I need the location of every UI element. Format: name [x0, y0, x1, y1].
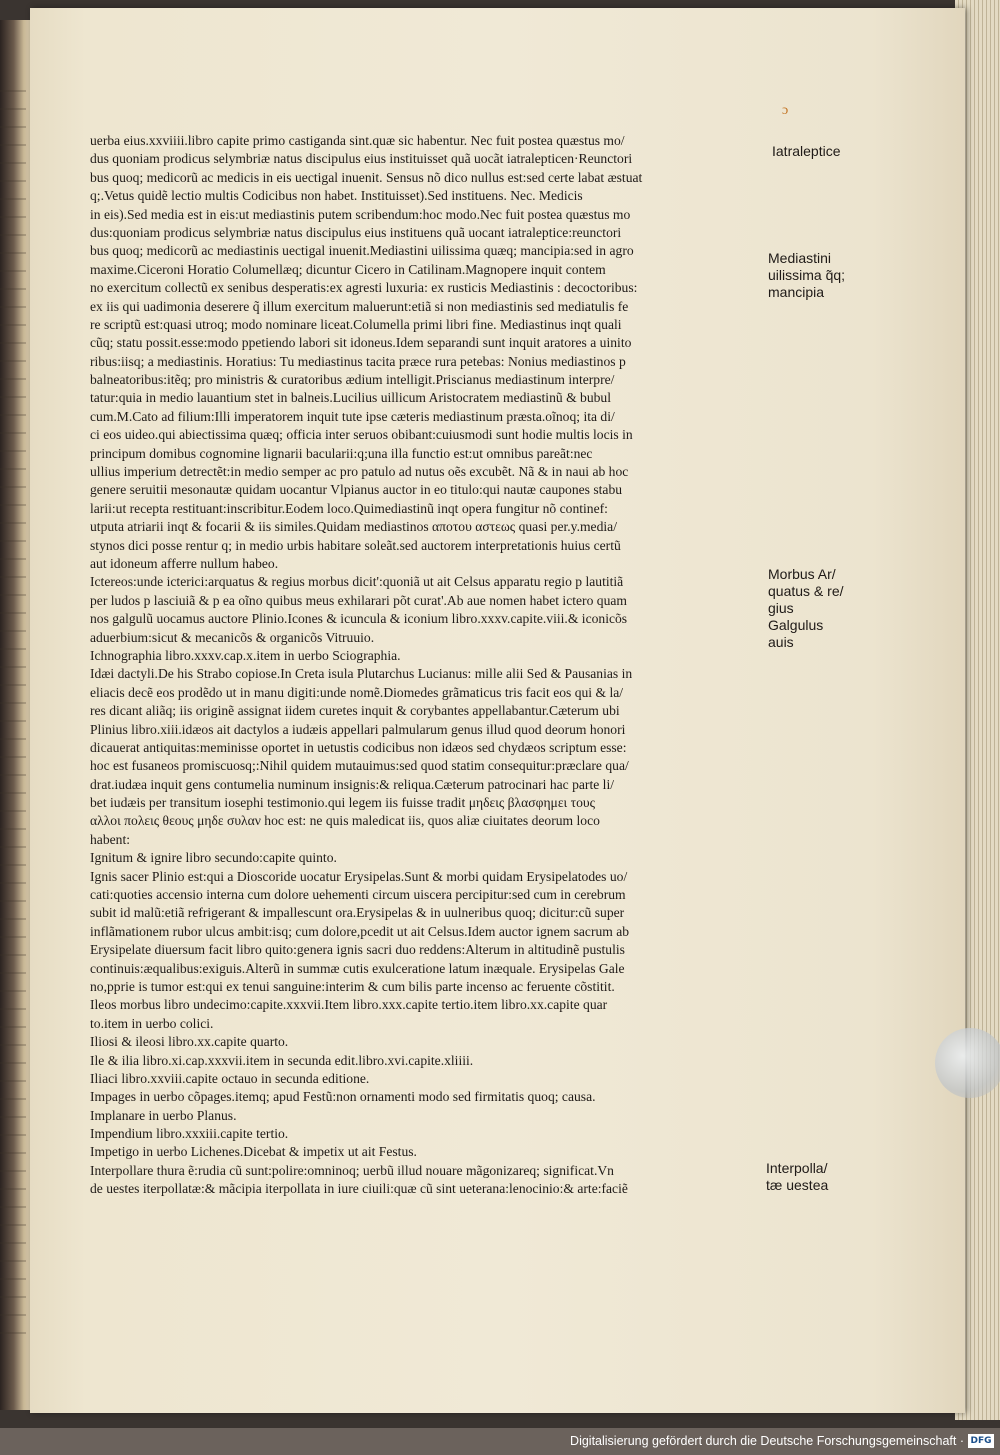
- text-line: Impendium libro.xxxiii.capite tertio.: [90, 1126, 289, 1142]
- text-line: dus:quoniam prodicus selymbriæ natus discipulus eius instituens quã uocant iatraleptice:reunctori: [90, 224, 622, 240]
- text-line: balneatoribus:itẽq; pro ministris & curatoribus ædium intelligit.Priscianus mediastinum interpre/: [90, 372, 615, 388]
- text-line: habent:: [90, 831, 131, 847]
- text-line: Erysipelate diuersum facit libro quito:genera ignis sacri duo reddens:Alterum in altitudinẽ pustulis: [90, 942, 625, 958]
- text-line: dicauerat antiquitas:meminisse oportet in uetustis codicibus non idæos sed chydæos scriptum esse:: [90, 739, 627, 755]
- text-line: bet iudæis per transitum iosephi testimonio.qui legem iis fuisse tradit μηδεις βλασφημει τους: [90, 795, 595, 811]
- text-line: Implanare in uerbo Planus.: [90, 1107, 237, 1123]
- text-line: bus quoq; medicorũ ac medicis in eis uectigal inuenit. Sensus nõ dico nullus est:sed certe labat æstuat: [90, 169, 643, 185]
- text-line: principum domibus cognomine lignarii bacularii:q;una illa functio est:ut omnibus pareãt:nec: [90, 445, 593, 461]
- text-line: per ludos p lasciuiã & p ea oĩno quibus meus exhilarari põt curat'.Ab aue nomen habet ictero quam: [90, 592, 627, 608]
- text-line: q;.Vetus quidẽ lectio multis Codicibus non habet. Instituisset).Sed instituens. Nec. Medicis: [90, 188, 583, 204]
- text-line: Ichnographia libro.xxxv.cap.x.item in uerbo Sciographia.: [90, 647, 401, 663]
- text-line: bus quoq; medicorũ ac mediastinis uectigal inuenit.Mediastini uilissima quæq; mancipia:sed in agro: [90, 243, 634, 259]
- text-line: nos galgulũ uocamus auctore Plinio.Icones & icuncula & iconium libro.xxxv.capite.viii.& iconicõs: [90, 611, 628, 627]
- margin-note-morbus-arquatus: Morbus Ar/ quatus & re/ gius Galgulus auis: [768, 566, 844, 650]
- text-line: eliacis decẽ eos prodẽdo ut in manu digiti:unde nomẽ.Diomedes grãmaticus tris facit eos qui & la/: [90, 684, 624, 700]
- text-line: ci eos uideo.qui abiectissima quæq; officia inter seruos obibant:cuiusmodi sunt hodie multis locis in: [90, 427, 633, 443]
- text-line: res dicant aliãq; iis originẽ assignat iidem curetes inquit & corybantes appellabantur.Cæterum ubi: [90, 703, 620, 719]
- text-line: Ictereos:unde icterici:arquatus & regius morbus dicit':quoniã ut ait Celsus apparatu regio p lautitiã: [90, 574, 624, 590]
- text-line: cati:quoties accensio interna cum dolore uehementi circum uiscera percipitur:sed cum in cerebrum: [90, 887, 626, 903]
- ink-mark: ɔ: [782, 103, 789, 118]
- text-line: continuis:æqualibus:exiguis.Alterũ in summæ cutis exulceratione latum inæquale. Erysipelas Gale: [90, 960, 625, 976]
- text-line: Ileos morbus libro undecimo:capite.xxxvii.Item libro.xxx.capite tertio.item libro.xx.capite quar: [90, 997, 608, 1013]
- text-line: αλλοι πολεις θεους μηδε συλαν hoc est: ne quis maledicat iis, quos aliæ ciuitates deorum loco: [90, 813, 600, 829]
- text-line: larii:ut recepta restituant:inscribitur.Eodem loco.Quimediastinũ inqt opera fungitur nõ continef:: [90, 500, 608, 516]
- text-line: no exercitum collectũ ex senibus desperatis:ex agresti luxuria: ex rusticis Mediastinis : decoctoribus:: [90, 280, 638, 296]
- text-line: re scriptũ est:quasi utroq; modo nominare liceat.Columella primi libri fine. Mediastinus inqt quali: [90, 316, 622, 332]
- margin-note-iatraleptice: Iatraleptice: [772, 143, 841, 159]
- text-line: stynos dici posse rentur q; in medio urbis habitare soleãt.sed auctorem interpretationis huius certũ: [90, 537, 621, 553]
- text-line: drat.iudæa inquit gens contumelia numinum insignis:& reliqua.Cæterum patrocinari hac parte li/: [90, 776, 615, 792]
- page-clip: [935, 1028, 1000, 1098]
- text-line: aut idoneum afferre nullum habeo.: [90, 555, 279, 571]
- text-line: Ignitum & ignire libro secundo:capite quinto.: [90, 850, 337, 866]
- text-line: Iliosi & ileosi libro.xx.capite quarto.: [90, 1034, 289, 1050]
- text-line: Interpollare thura ẽ:rudia cũ sunt:polire:omninoq; uerbũ illud nouare mãgonizareq; significat.Vn: [90, 1162, 614, 1178]
- text-line: no,pprie is tumor est:qui ex tenui sanguine:interim & cum bilis parte incenso ac feruente cõstitit.: [90, 978, 615, 994]
- text-line: de uestes iterpollatæ:& mãcipia iterpollata in iure ciuili:quæ cũ sint ueterana:lenocinio:& arte:faciẽ: [90, 1181, 628, 1197]
- text-line: subit id malũ:etiã refrigerant & impallescunt ora.Erysipelas & in uulneribus quoq; dicitur:cũ super: [90, 905, 625, 921]
- margin-note-mediastini: Mediastini uilissima q̃q; mancipia: [768, 250, 846, 300]
- text-line: dus quoniam prodicus selymbriæ natus discipulus eius instituisset quã uocãt iatralepticen·Reunctori: [90, 151, 633, 167]
- text-line: Iliaci libro.xxviii.capite octauo in secunda editione.: [90, 1070, 370, 1086]
- text-line: Ile & ilia libro.xi.cap.xxxvii.item in secunda edit.libro.xvi.capite.xliiii.: [90, 1052, 474, 1068]
- text-line: in eis).Sed media est in eis:ut mediastinis putem scribendum:hoc modo.Nec fuit postea quæstus mo: [90, 206, 631, 222]
- main-text-column: [90, 132, 765, 1199]
- text-line: ribus:iisq; a mediastinis. Horatius: Tu mediastinus tacita præce rura petebas: Nonius mediastinos p: [90, 353, 626, 369]
- text-line: tatur:quia in medio lauantium stet in balneis.Lucilius uillicum Aristocratem mediastinũ & bubul: [90, 390, 612, 406]
- text-line: cum.M.Cato ad filium:Illi imperatorem inquit tute ipse cæteris mediastinum præsta.oĩnoq; ita di/: [90, 408, 615, 424]
- text-line: uerba eius.xxviiii.libro capite primo castiganda sint.quæ sic habentur. Nec fuit postea quæstus mo/: [90, 133, 625, 148]
- footer-credit: Digitalisierung gefördert durch die Deutsche Forschungsgemeinschaft ·: [570, 1434, 964, 1448]
- text-line: Plinius libro.xiii.idæos ait dactylos a iudæis appellari palmularum genus illud quod deorum honori: [90, 721, 626, 737]
- text-line: Ignis sacer Plinio est:qui a Dioscoride uocatur Erysipelas.Sunt & morbi quidam Erysipelatodes uo/: [90, 868, 628, 884]
- dfg-logo: DFG: [968, 1434, 994, 1448]
- text-line: genere seruitii mesonautæ quidam uocantur Vlpianus auctor in eo titulo:qui nautæ caupones stabu: [90, 482, 623, 498]
- facing-page-bleed: [0, 90, 26, 1340]
- text-line: aduerbium:sicut & mecanicõs & organicõs Vitruuio.: [90, 629, 375, 645]
- text-line: Idæi dactyli.De his Strabo copiose.In Creta isula Plutarchus Lucianus: mille alii Sed & Pausanias in: [90, 666, 633, 682]
- text-line: Impetigo in uerbo Lichenes.Dicebat & impetix ut ait Festus.: [90, 1144, 417, 1160]
- text-line: to.item in uerbo colici.: [90, 1015, 214, 1031]
- footer-bar: [0, 1428, 1000, 1455]
- text-line: inflãmationem rubor ulcus ambit:isq; cum dolore,pcedit ut ait Celsus.Idem auctor ignem sacrum ab: [90, 923, 630, 939]
- margin-note-interpollatae: Interpolla/ tæ uestea: [766, 1160, 829, 1193]
- text-line: maxime.Ciceroni Horatio Columellæq; dicuntur Cicero in Catilinam.Magnopere inquit contem: [90, 261, 606, 277]
- text-line: ex iis qui uadimonia deserere q̃ illum exercitum maluerunt:etiã si non mediastinis sed mediatulis fe: [90, 298, 629, 314]
- text-line: cũq; statu possit.esse:modo ppetiendo labori sit idoneus.Idem separandi sunt inquit aratores a uinito: [90, 335, 632, 351]
- text-line: ullius imperium detrectẽt:in medio semper ac pro patulo ad nutus oẽs excubẽt. Nã & in naui ab hoc: [90, 464, 629, 480]
- text-line: Impages in uerbo cõpages.itemq; apud Festũ:non ornamenti modo sed firmitatis quoq; causa.: [90, 1089, 596, 1105]
- text-line: utputa atriarii inqt & focarii & iis similes.Quidam mediastinos αποτου αστεως quasi per.y.media/: [90, 519, 617, 535]
- text-line: hoc est fusaneos promiscuosq;:Nihil quidem mutauimus:sed quod statim consequitur:præclare qua/: [90, 758, 629, 774]
